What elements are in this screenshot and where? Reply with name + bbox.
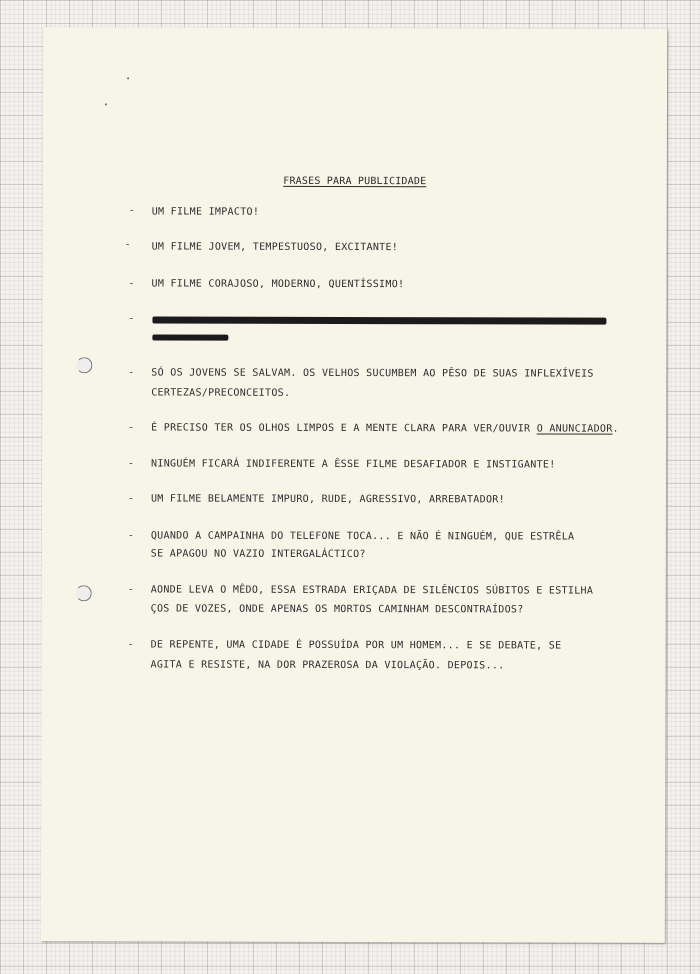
phrase-5-suffix: . <box>612 423 619 435</box>
ink-speck <box>127 77 129 79</box>
title-text: FRASES PARA PUBLICIDADE <box>283 175 427 188</box>
phrase-5 <box>151 418 619 439</box>
phrase-7: UM FILME BELAMENTE IMPURO, RUDE, AGRESSIVO, ARREBATADOR! <box>150 493 505 506</box>
redaction-bar <box>152 316 606 324</box>
bullet-dash: - <box>128 313 135 325</box>
phrase-8-line-2: SE APAGOU NO VAZIO INTERGALÁCTICO? <box>150 548 366 561</box>
phrase-4-line-2: CERTEZAS/PRECONCEITOS. <box>151 387 291 399</box>
phrase-8-line-1: QUANDO A CAMPAINHA DO TELEFONE TOCA... E NÃO É NINGUÉM, QUE ESTRÊLA <box>150 530 575 543</box>
phrase-3: UM FILME CORAJOSO, MODERNO, QUENTÍSSIMO! <box>151 278 405 291</box>
phrase-1: UM FILME IMPACTO! <box>151 206 260 218</box>
bullet-dash: - <box>128 367 135 379</box>
phrase-10-line-1: DE REPENTE, UMA CIDADE É POSSUÍDA POR UM HOMEM... E SE DEBATE, SE <box>150 639 562 652</box>
phrase-2: UM FILME JOVEM, TEMPESTUOSO, EXCITANTE! <box>151 241 399 254</box>
phrase-6: NINGUÉM FICARÁ INDIFERENTE A ÊSSE FILME DESAFIADOR E INSTIGANTE! <box>151 458 556 471</box>
bullet-dash: - <box>128 422 135 434</box>
punch-hole-top <box>76 357 92 373</box>
bullet-dash: - <box>128 205 135 217</box>
phrase-9-line-2: ÇOS DE VOZES, ONDE APENAS OS MORTOS CAMINHAM DESCONTRAÍDOS? <box>150 603 524 616</box>
phrase-10-line-2: AGITA E RESISTE, NA DOR PRAZEROSA DA VIOLAÇÃO. DEPOIS... <box>150 659 505 672</box>
page-title <box>43 175 667 188</box>
phrase-4-line-1: SÓ OS JOVENS SE SALVAM. OS VELHOS SUCUMBEM AO PÊSO DE SUAS INFLEXÍVEIS <box>151 367 594 380</box>
ink-speck <box>105 103 107 105</box>
phrase-5-underlined: O ANUNCIADOR <box>536 423 613 435</box>
phrase-9-line-1: AONDE LEVA O MÊDO, ESSA ESTRADA ERIÇADA DE SILÊNCIOS SÚBITOS E ESTILHA <box>150 584 594 597</box>
bullet-dash: - <box>127 493 135 505</box>
bullet-dash: - <box>128 278 135 290</box>
bullet-dash: - <box>124 239 131 251</box>
bullet-dash: - <box>128 458 135 470</box>
bullet-dash: - <box>127 584 134 596</box>
bullet-dash: - <box>127 530 134 542</box>
bullet-dash: - <box>127 639 134 651</box>
phrase-5-text: É PRECISO TER OS OLHOS LIMPOS E A MENTE CLARA PARA VER/OUVIR <box>151 422 537 435</box>
redaction-bar <box>152 334 228 340</box>
typewritten-sheet <box>41 27 667 943</box>
punch-hole-bottom <box>76 585 92 601</box>
